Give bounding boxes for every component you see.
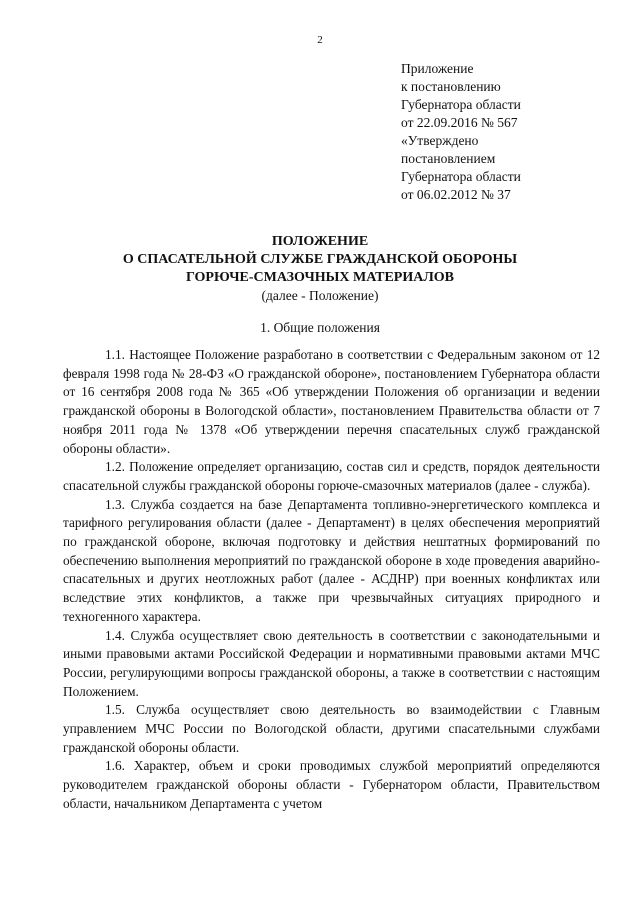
paragraph-1-2: 1.2. Положение определяет организацию, состав сил и средств, порядок деятельности спасательной службы гражданской обороны горюче-смазочных материалов (далее - служба). bbox=[63, 459, 600, 493]
paragraph-1-4: 1.4. Служба осуществляет свою деятельность в соответствии с законодательными и иными правовыми актами Российской Федерации и нормативными правовыми актами МЧС России, регулирующими вопросы гражданской обороны, а также в соответствии с настоящим Положением. bbox=[63, 627, 600, 699]
paragraph-1-3: 1.3. Служба создается на базе Департамента топливно-энергетического комплекса и тарифного регулирования области (далее - Департамент) в целях обеспечения мероприятий по гражданской обороне, включая подготовку и действия нештатных формирований по обеспечению выполнения мероприятий по гражданской обороне в ходе проведения аварийно-спасательных и других неотложных работ (далее - АСДНР) при военных конфликтах или вследствие этих конфликтов, а также при чрезвычайных ситуациях природного и техногенного характера. bbox=[63, 496, 600, 624]
appendix-line: Губернатора области bbox=[401, 169, 521, 184]
appendix-line: Губернатора области bbox=[401, 97, 521, 112]
appendix-line: к постановлению bbox=[401, 79, 501, 94]
paragraph-1-5: 1.5. Служба осуществляет свою деятельность во взаимодействии с Главным управлением МЧС России по Вологодской области, другими спасательными службами гражданской обороны области. bbox=[63, 702, 600, 755]
appendix-line: постановлением bbox=[401, 151, 496, 166]
paragraph-1-1: 1.1. Настоящее Положение разработано в соответствии с Федеральным законом от 12 февраля 1998 года № 28-ФЗ «О гражданской обороне», постановлением Губернатора области от 16 сентября 2008 года № 365 «Об утверждении Положения об организации и ведении гражданской обороны в Вологодской области», постановлением Правительства области от 7 ноября 2011 года № 1378 «Об утверждении перечня спасательных служб гражданской обороны области». bbox=[63, 347, 600, 456]
document-title-note: (далее - Положение) bbox=[261, 288, 379, 303]
document-subtitle-line: О СПАСАТЕЛЬНОЙ СЛУЖБЕ ГРАЖДАНСКОЙ ОБОРОНЫ bbox=[122, 252, 518, 267]
section-heading: 1. Общие положения bbox=[260, 320, 380, 335]
document-title-block bbox=[0, 233, 640, 305]
appendix-line: от 06.02.2012 № 37 bbox=[401, 187, 511, 202]
document-subtitle-line: ГОРЮЧЕ-СМАЗОЧНЫХ МАТЕРИАЛОВ bbox=[185, 270, 455, 285]
page-number: 2 bbox=[317, 34, 323, 46]
document-body bbox=[63, 346, 600, 814]
appendix-block bbox=[401, 60, 611, 204]
appendix-line: от 22.09.2016 № 567 bbox=[401, 115, 518, 130]
appendix-line: «Утверждено bbox=[401, 133, 479, 148]
paragraph-1-6: 1.6. Характер, объем и сроки проводимых службой мероприятий определяются руководителем гражданской обороны области - Губернатором области, Правительством области, начальником Департамента с учетом bbox=[63, 758, 600, 811]
appendix-line: Приложение bbox=[401, 61, 474, 76]
document-title: ПОЛОЖЕНИЕ bbox=[271, 234, 369, 249]
